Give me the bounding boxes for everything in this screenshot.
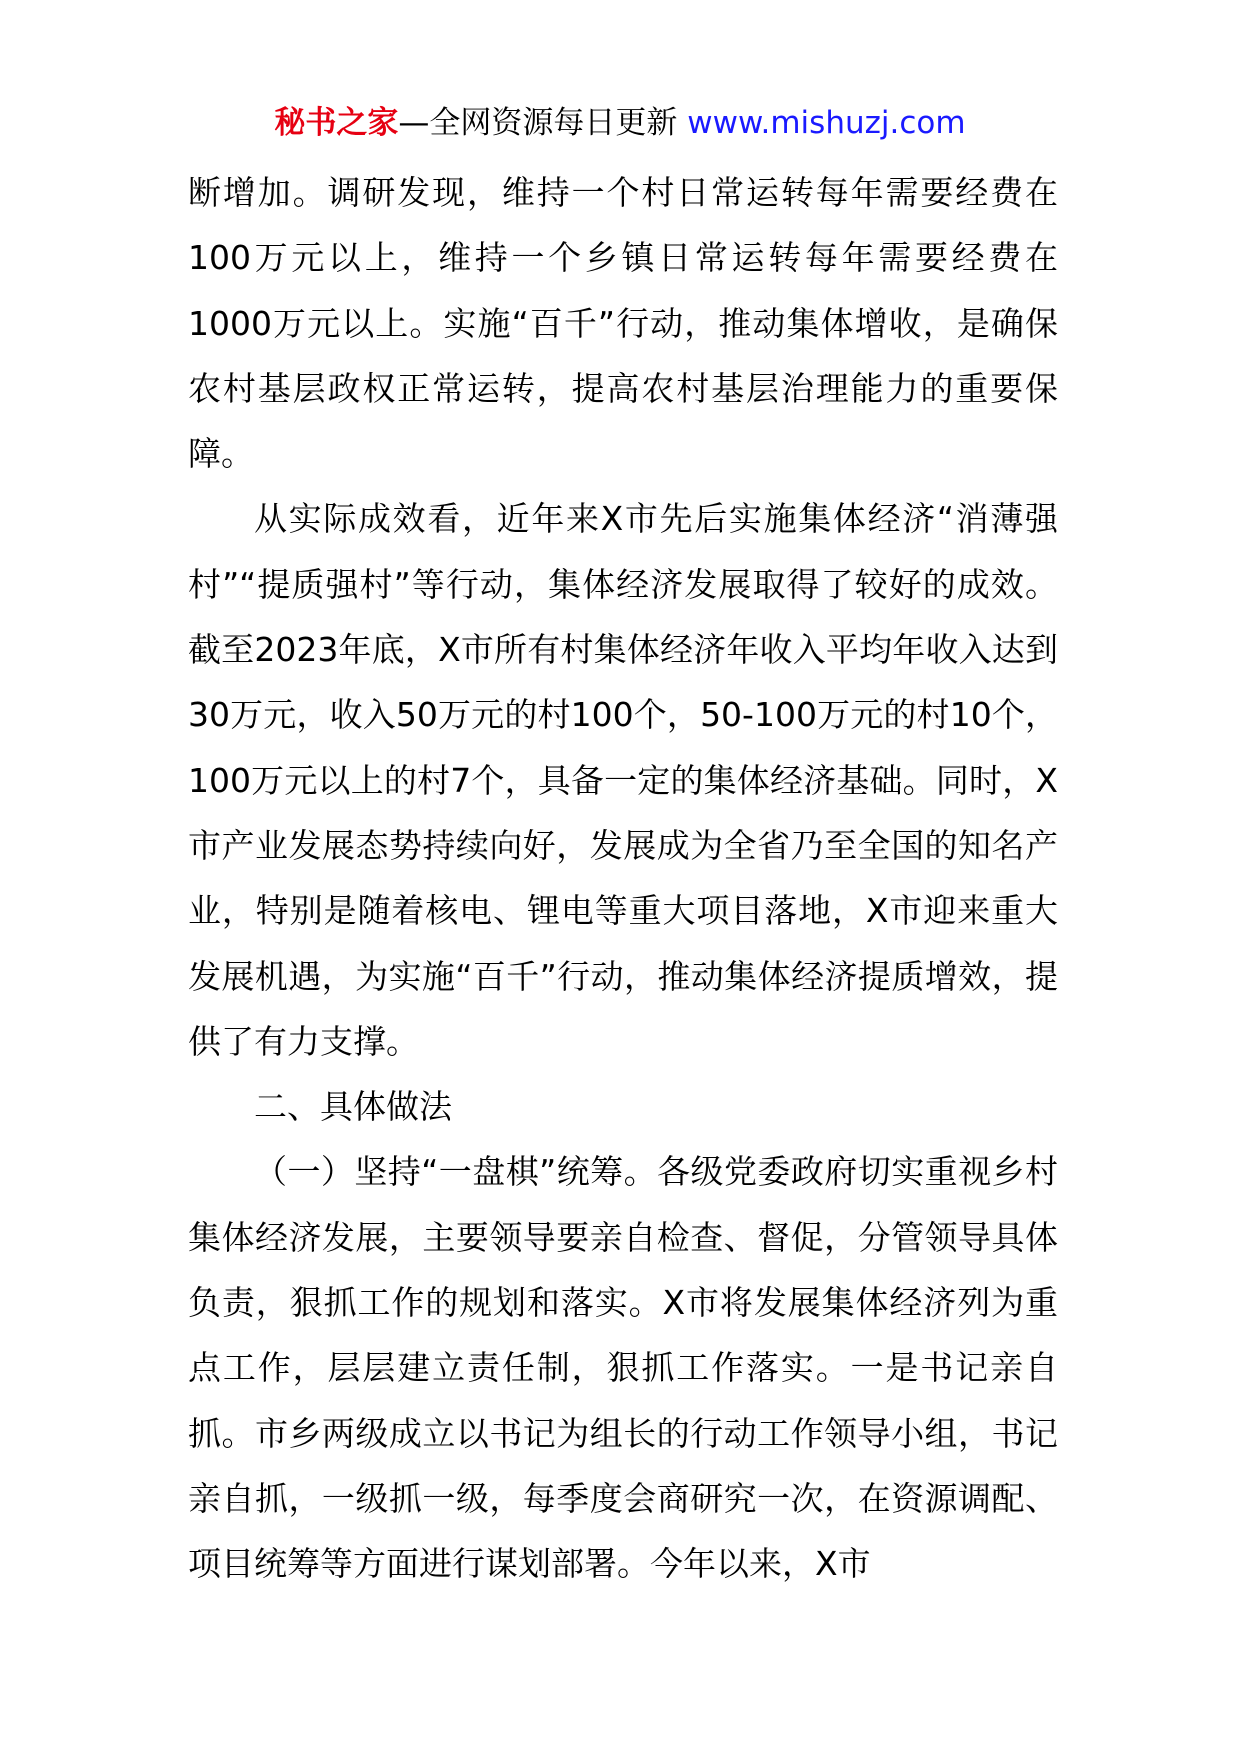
section-heading-specific-methods: 二、具体做法	[254, 1087, 452, 1127]
paragraph-continuation: 断增加。调研发现，维持一个村日常运转每年需要经费在100万元以上，维持一个乡镇日常运转每年需要经费在1000万元以上。实施“百千”行动，推动集体增收，是确保农村基层政权正常运转，提高农村基层治理能力的重要保障。	[188, 173, 1058, 474]
site-watermark-header	[0, 100, 1240, 146]
paragraph-coordination: （一）坚持“一盘棋”统筹。各级党委政府切实重视乡村集体经济发展，主要领导要亲自检查、督促，分管领导具体负责，狠抓工作的规划和落实。X市将发展集体经济列为重点工作，层层建立责任制，狠抓工作落实。一是书记亲自抓。市乡两级成立以书记为组长的行动工作领导小组，书记亲自抓，一级抓一级，每季度会商研究一次，在资源调配、项目统筹等方面进行谋划部署。今年以来，X市	[188, 1152, 1058, 1584]
site-brand-name: 秘书之家	[274, 105, 399, 141]
site-slogan: —全网资源每日更新	[398, 105, 678, 141]
document-body	[188, 160, 1058, 1597]
paragraph-results: 从实际成效看，近年来X市先后实施集体经济“消薄强村”“提质强村”等行动，集体经济发展取得了较好的成效。截至2023年底，X市所有村集体经济年收入平均年收入达到30万元，收入50万元的村100个，50-100万元的村10个，100万元以上的村7个，具备一定的集体经济基础。同时，X市产业发展态势持续向好，发展成为全省乃至全国的知名产业，特别是随着核电、锂电等重大项目落地，X市迎来重大发展机遇，为实施“百千”行动，推动集体经济提质增效，提供了有力支撑。	[188, 499, 1058, 1061]
site-url-link[interactable]: www.mishuzj.com	[687, 105, 966, 141]
